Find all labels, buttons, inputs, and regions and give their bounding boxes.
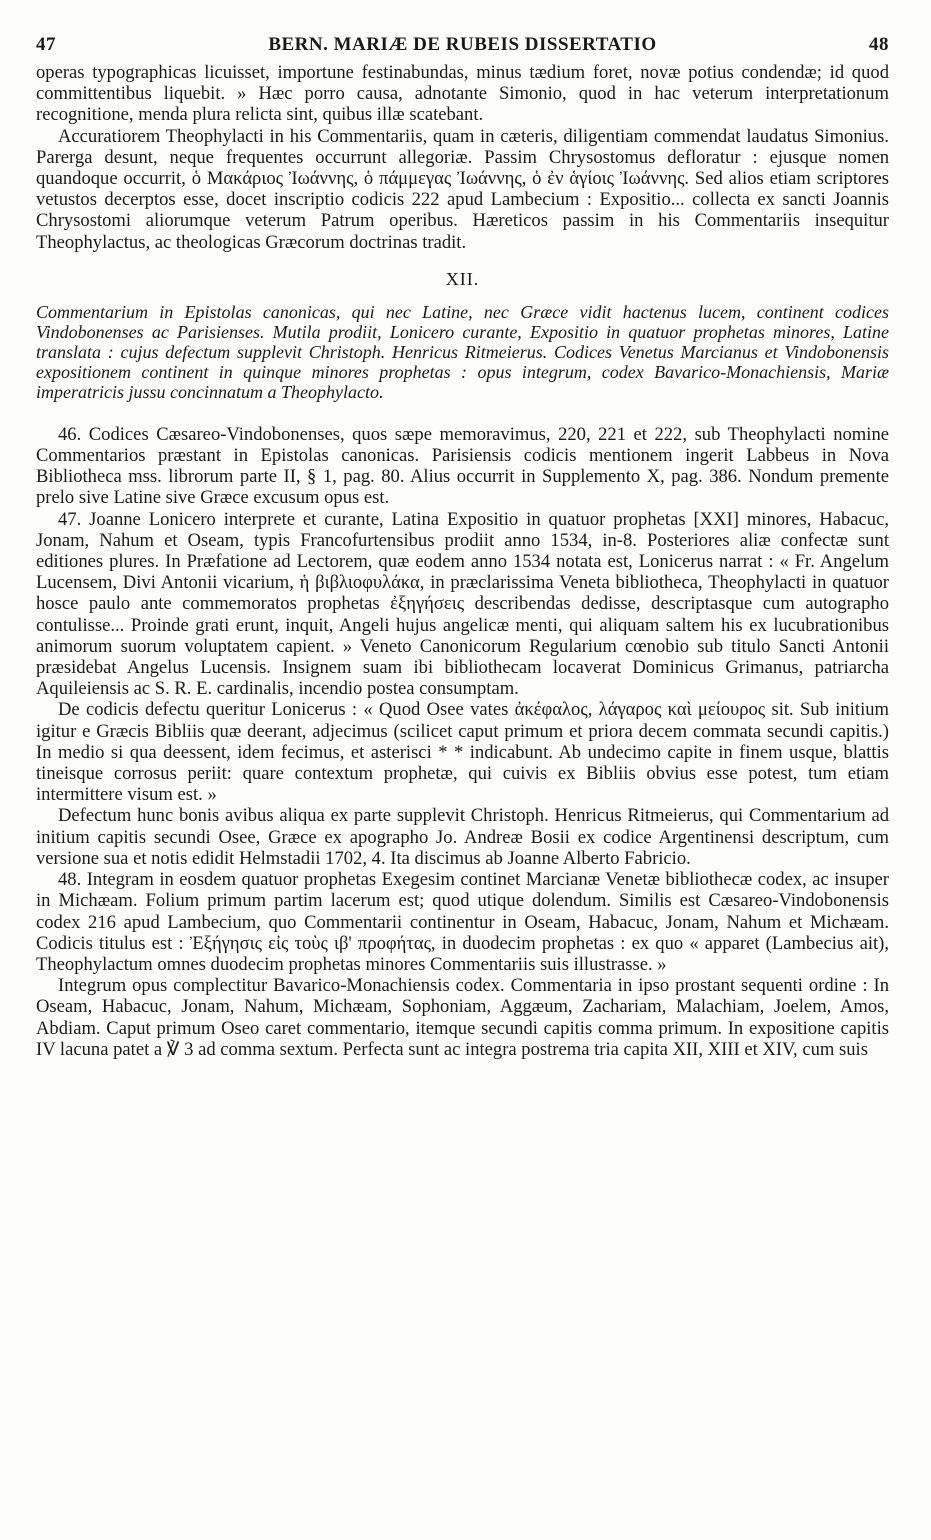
paragraph-47-defect: De codicis defectu queritur Lonicerus : « Quod Osee vates ἀκέφαλος, λάγαρος καὶ μείουρος sit. Sub initium igitur e Græcis Bibliis quæ deerant, adjecimus (scilicet caput primum et priora decem commata secundi capitis.) In medio si qua deessent, idem fecimus, et asterisci * * indicabunt. Ab undecimo capite in finem usque, blattis tineisque corrosus periit: quare contextum prophetæ, qui cuivis ex Bibliis obvius esse potest, tum etiam intermittere visum est. » (36, 699, 889, 806)
paragraph-48: 48. Integram in eosdem quatuor prophetas Exegesim continet Marcianæ Venetæ bibliothecæ codex, ac insuper in Michæam. Folium primum partim lacerum est; quod utique dolendum. Similis est Cæsareo-Vindobonensis codex 216 apud Lambecium, quo Commentarii continentur in Oseam, Habacuc, Jonam, Nahum et Michæam. Codicis titulus est : Ἐξήγησις εἰς τοὺς ιβ' προφήτας, in duodecim prophetas : ex quo « apparet (Lambecius ait), Theophylactum omnes duodecim prophetas minores Commentariis suis illustrasse. » (36, 869, 889, 975)
section-summary: Commentarium in Epistolas canonicas, qui nec Latine, nec Græce vidit hactenus lucem, continent codices Vindobonenses ac Parisienses. Mutila prodiit, Lonicero curante, Expositio in quatuor prophetas minores, Latine translata : cujus defectum supplevit Christoph. Henricus Ritmeierus. Codices Venetus Marcianus et Vindobonensis expositionem continent in quinque minores prophetas : opus integrum, codex Bavarico-Monachiensis, Mariæ imperatricis jussu concinnatum a Theophylacto. (36, 301, 889, 402)
paragraph-47-supplement: Defectum hunc bonis avibus aliqua ex parte supplevit Christoph. Henricus Ritmeierus, qui Commentarium ad initium capitis secundi Osee, Græce ex apographo Jo. Andreæ Bosii ex codice Argentinensi descriptum, cum versione sua et notis edidit Helmstadii 1702, 4. Ita discimus ab Joanne Alberto Fabricio. (36, 805, 889, 869)
page-number-left: 47 (36, 34, 56, 55)
page-number-right: 48 (868, 34, 889, 55)
section-number: XII. (445, 268, 480, 289)
paragraph-theophylact-commentaries: Accuratiorem Theophylacti in his Commentariis, quam in cæteris, diligentiam commendat laudatus Simonius. Parerga desunt, neque frequentes occurrunt allegoriæ. Passim Chrysostomus defloratur : ejusque nomen quandoque occurrit, ὁ Μακάριος Ἰωάννης, ὁ πάμμεγας Ἰωάννης, ὁ ἐν ἁγίοις Ἰωάννης. Sed alios etiam scriptores vetustos decerptos esse, docet inscriptio codicis 222 apud Lambecium : Expositio... collecta ex sancti Joannis Chrysostomi aliorumque veterum Patrum operibus. Hæreticos passim in his Commentariis insequitur Theophylactus, ac theologicas Græcorum doctrinas tradit. (36, 125, 889, 253)
paragraph-continued: operas typographicas licuisset, importune festinabundas, minus tædium foret, novæ potius condendæ; id quod committentibus liquebit. » Hæc porro causa, adnotante Simonio, quod in hac veterum interpretationum recognitione, menda plura relicta sint, quibus illæ scatebant. (36, 62, 889, 126)
paragraph-47: 47. Joanne Lonicero interprete et curante, Latina Expositio in quatuor prophetas [XXI] minores, Habacuc, Jonam, Nahum et Oseam, typis Francofurtensibus prodiit anno 1534, in-8. Posteriores aliæ confectæ sunt editiones plures. In Præfatione ad Lectorem, quæ eodem anno 1534 notata est, Lonicerus narrat : « Fr. Angelum Lucensem, Divi Antonii vicarium, ἡ βιβλιοφυλάκα, in præclarissima Veneta bibliotheca, Theophylacti in quatuor hosce paulo ante commemoratos prophetas ἐξηγήσεις describendas dedisse, descriptasque cum autographo contulisse... Proinde grati erunt, inquit, Angeli hujus angelicæ menti, qui aliquam saltem his ex lucubrationibus animorum suorum voluptatem capient. » Veneto Canonicorum Regularium cœnobio sub titulo Sancti Antonii præsidebat Angelus Lucensis. Insignem suam ibi bibliothecam locaverat Dominicus Grimanus, patriarcha Aquileiensis ac S. R. E. cardinalis, incendio postea consumptam. (36, 508, 889, 700)
paragraph-48-munich-codex: Integrum opus complectitur Bavarico-Monachiensis codex. Commentaria in ipso prostant sequenti ordine : In Oseam, Habacuc, Jonam, Nahum, Michæam, Sophoniam, Aggæum, Zachariam, Malachiam, Joelem, Amos, Abdiam. Caput primum Oseo caret commentario, itemque secundi capitis comma primum. In expositione capitis IV lacuna patet a ℣ 3 ad comma sextum. Perfecta sunt ac integra postrema tria capita XII, XIII et XIV, cum suis (36, 975, 889, 1060)
running-title: BERN. MARIÆ DE RUBEIS DISSERTATIO (268, 34, 657, 55)
paragraph-46: 46. Codices Cæsareo-Vindobonenses, quos sæpe memoravimus, 220, 221 et 222, sub Theophylacti nomine Commentarios præstant in Epistolas canonicas. Parisiensis codicis mentionem ingerit Labbeus in Nova Bibliotheca mss. librorum parte II, § 1, pag. 80. Alius occurrit in Supplemento X, pag. 386. Nondum premente prelo sive Latine sive Græce excusum opus est. (36, 423, 889, 509)
running-head (36, 34, 889, 62)
